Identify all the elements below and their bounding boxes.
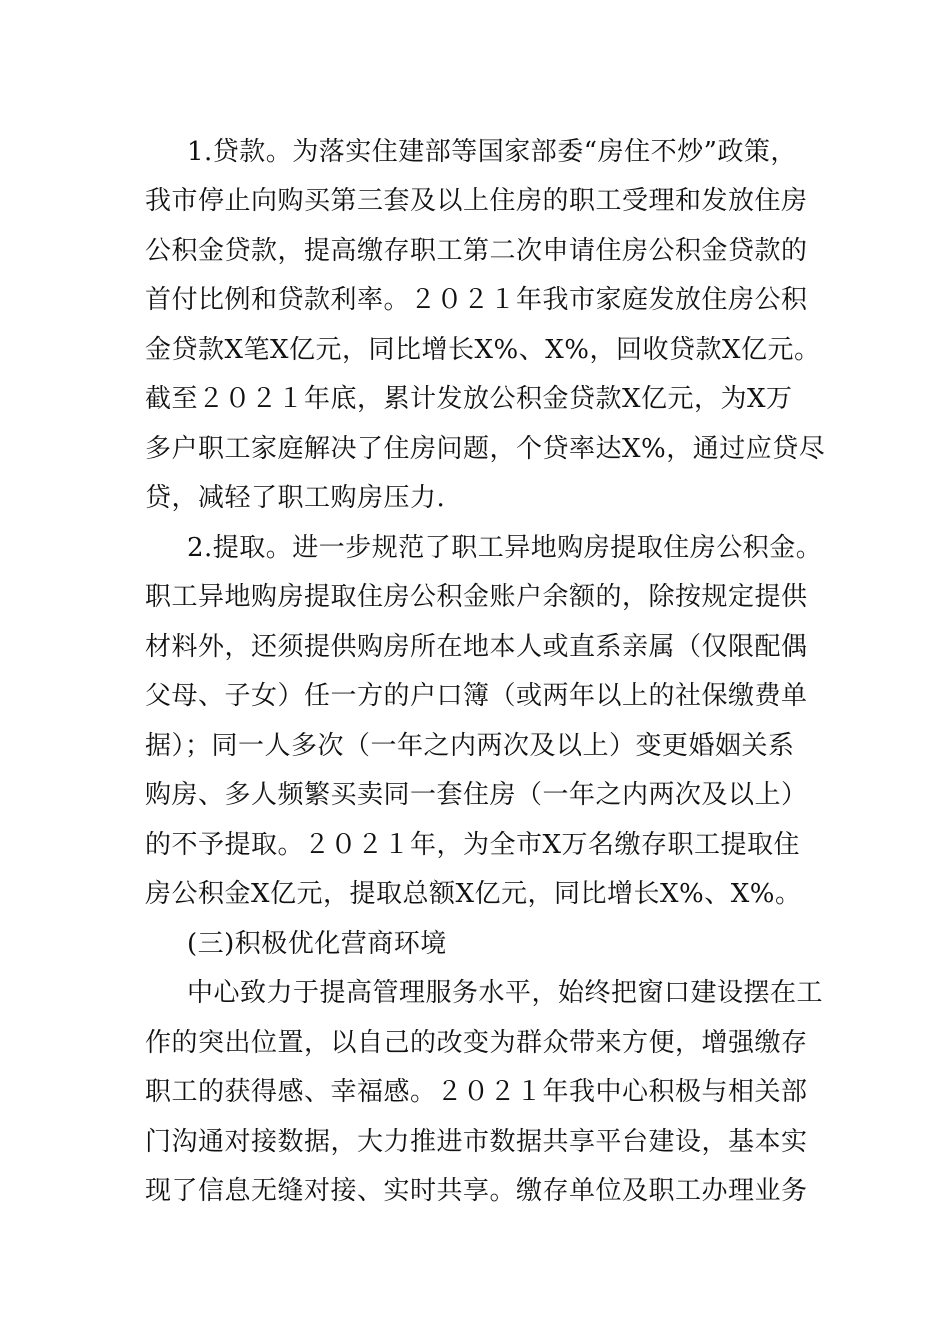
paragraph-line: 购房、多人频繁买卖同一套住房（一年之内两次及以上）	[145, 780, 808, 810]
paragraph-line: 房公积金X亿元，提取总额X亿元，同比增长X%、X%。	[145, 879, 802, 909]
paragraph-line: 2.提取。进一步规范了职工异地购房提取住房公积金。	[187, 533, 823, 563]
paragraph-line: 的不予提取。２０２１年，为全市X万名缴存职工提取住	[145, 830, 801, 860]
paragraph-line: 1.贷款。为落实住建部等国家部委“房住不炒”政策，	[187, 137, 797, 167]
paragraph-line: 据）；同一人多次（一年之内两次及以上）变更婚姻关系	[145, 731, 795, 761]
paragraph-line: 父母、子女）任一方的户口簿（或两年以上的社保缴费单	[145, 681, 808, 711]
paragraph-line: 门沟通对接数据，大力推进市数据共享平台建设，基本实	[145, 1127, 808, 1157]
section-heading: (三)积极优化营商环境	[187, 929, 447, 959]
paragraph-line: 作的突出位置，以自己的改变为群众带来方便，增强缴存	[145, 1028, 808, 1058]
paragraph-line: 贷，减轻了职工购房压力.	[145, 483, 446, 513]
paragraph-line: 现了信息无缝对接、实时共享。缴存单位及职工办理业务	[145, 1176, 808, 1206]
paragraph-line: 职工异地购房提取住房公积金账户余额的，除按规定提供	[145, 582, 808, 612]
paragraph-line: 中心致力于提高管理服务水平，始终把窗口建设摆在工	[187, 978, 824, 1008]
paragraph-line: 职工的获得感、幸福感。２０２１年我中心积极与相关部	[145, 1077, 808, 1107]
paragraph-line: 截至２０２１年底，累计发放公积金贷款X亿元，为X万	[145, 384, 793, 414]
paragraph-line: 材料外，还须提供购房所在地本人或直系亲属（仅限配偶	[145, 632, 808, 662]
paragraph-line: 多户职工家庭解决了住房问题，个贷率达X%，通过应贷尽	[145, 434, 826, 464]
paragraph-line: 公积金贷款，提高缴存职工第二次申请住房公积金贷款的	[145, 236, 808, 266]
paragraph-line: 首付比例和贷款利率。２０２１年我市家庭发放住房公积	[145, 285, 808, 315]
paragraph-line: 金贷款X笔X亿元，同比增长X%、X%，回收贷款X亿元。	[145, 335, 821, 365]
paragraph-line: 我市停止向购买第三套及以上住房的职工受理和发放住房	[145, 186, 808, 216]
